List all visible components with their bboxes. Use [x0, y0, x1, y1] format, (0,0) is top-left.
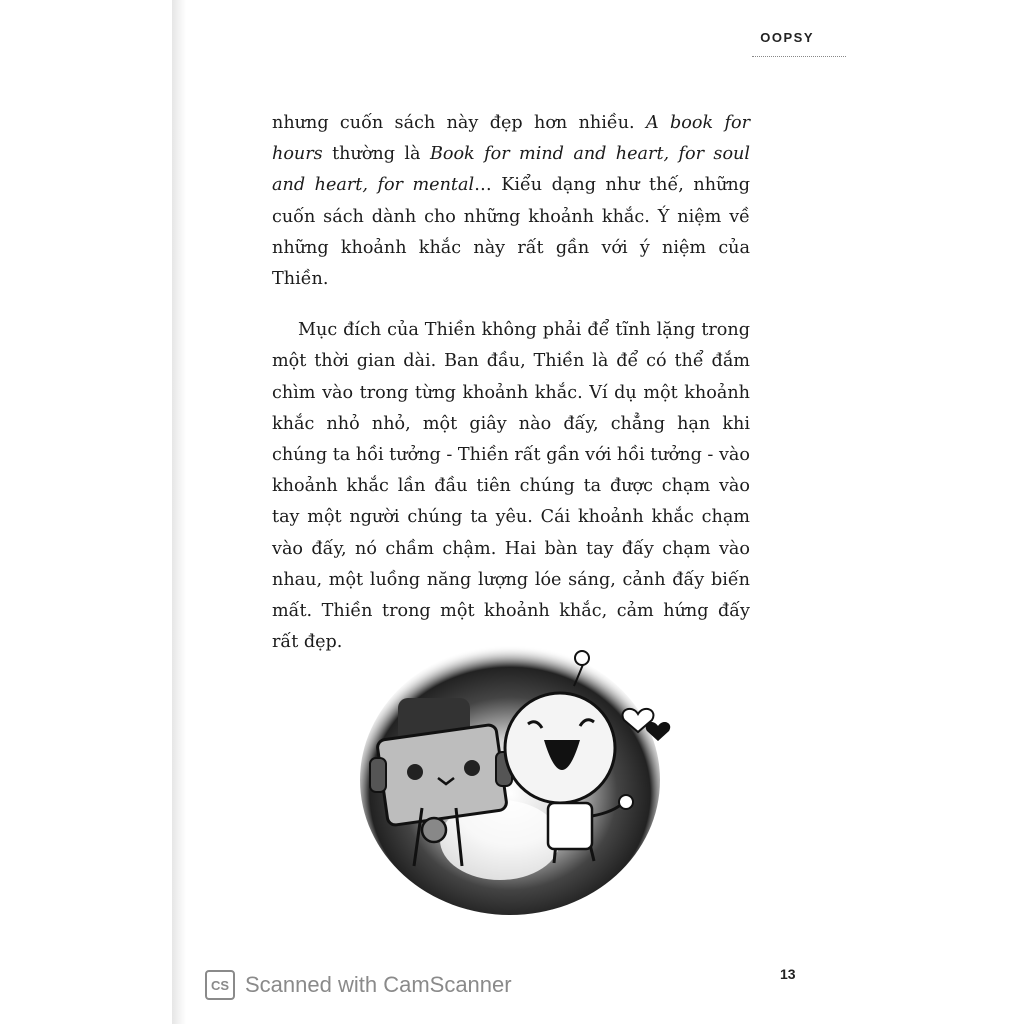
cartoon-couple-illustration [360, 640, 680, 920]
text-run: thường là [322, 144, 430, 165]
camscanner-logo-icon: CS [205, 970, 235, 1000]
text-run: Mục đích của Thiền không phải để tĩnh lặng trong một thời gian dài. Ban đầu, Thiền là để có thể đắm chìm vào trong từng khoảnh khắc. Ví dụ một khoảnh khắc nhỏ nhỏ, một giây nào đấy, chẳng hạn khi chúng ta hồi tưởng - Thiền rất gần với hồi tưởng - vào khoảnh khắc lần đầu tiên chúng ta được chạm vào tay một người chúng ta yêu. Cái khoảnh khắc chạm vào đấy, nó chầm chậm. Hai bàn tay đấy chạm vào nhau, một luồng năng lượng lóe sáng, cảnh đấy biến mất. Thiền trong một khoảnh khắc, cảm hứng đấy rất đẹp. [272, 320, 750, 653]
italic-phrase: A book for hours [272, 113, 750, 165]
camscanner-watermark [205, 970, 512, 1000]
watermark-text: Scanned with CamScanner [245, 972, 512, 997]
paragraph [272, 108, 750, 295]
italic-phrase: Book for mind and heart, for soul and heart, for mental [272, 144, 751, 196]
paragraph [272, 315, 750, 658]
text-run: nhưng cuốn sách này đẹp hơn nhiều. [272, 113, 646, 133]
body-text [272, 108, 750, 658]
running-header: OOPSY [760, 30, 814, 45]
header-dotted-rule [752, 56, 846, 57]
page-gutter-shadow [172, 0, 186, 1024]
page-number: 13 [780, 966, 796, 982]
text-run: … Kiểu dạng như thế, những cuốn sách dành cho những khoảnh khắc. Ý niệm về những khoảnh khắc này rất gần với ý niệm của Thiền. [272, 175, 750, 290]
